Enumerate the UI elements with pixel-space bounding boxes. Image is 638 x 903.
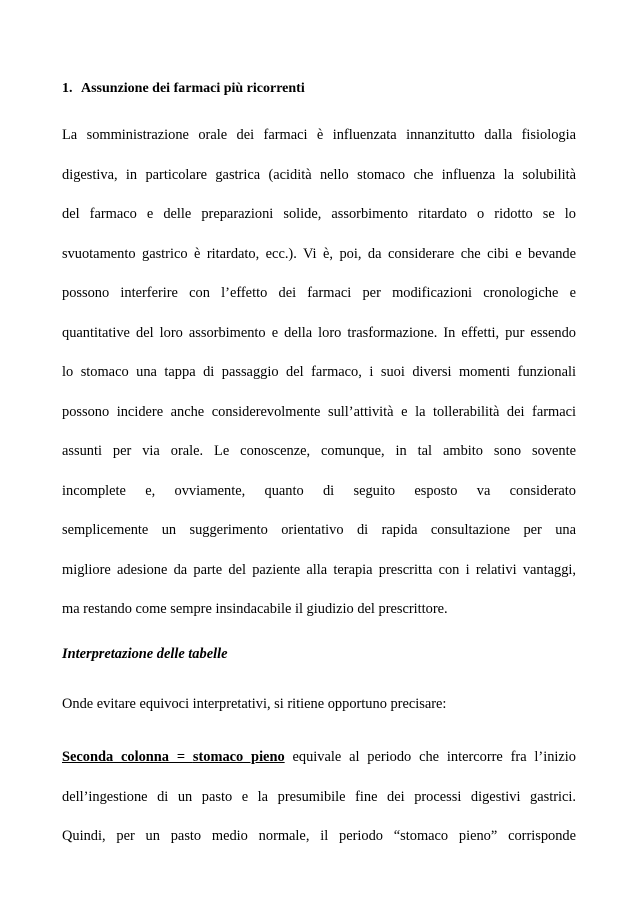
paragraph-line: quantitative del loro assorbimento e della loro trasformazione. In effetti, pur essendo [62,324,576,341]
paragraph-line: assunti per via orale. Le conoscenze, comunque, in tal ambito sono sovente [62,443,576,459]
intro-sentence: Onde evitare equivoci interpretativi, si ritiene opportuno precisare: [62,696,447,712]
definition-text: equivale al periodo che intercorre fra l’inizio [284,749,576,765]
paragraph-line: semplicemente un suggerimento orientativo di rapida consultazione per una [62,522,576,538]
paragraph-line: del farmaco e delle preparazioni solide, assorbimento ritardato o ridotto se lo [62,206,576,222]
definition-paragraph [62,749,576,868]
term-value: stomaco pieno [192,749,285,765]
paragraph-line: ma restando come sempre insindacabile il giudizio del prescrittore. [62,601,448,617]
paragraph-line: La somministrazione orale dei farmaci è influenzata innanzitutto dalla fisiologia [62,127,576,143]
body-paragraph [62,127,576,641]
paragraph-line: possono interferire con l’effetto dei farmaci per modificazioni cronologiche e [62,285,576,301]
paragraph-line: possono incidere anche considerevolmente sull’attività e la tollerabilità dei farmaci [62,403,576,420]
section-title: Assunzione dei farmaci più ricorrenti [81,81,305,96]
subsection-heading: Interpretazione delle tabelle [62,646,228,662]
paragraph-line: digestiva, in particolare gastrica (acidità nello stomaco che influenza la solubilità [62,166,576,183]
section-number: 1. [62,81,73,96]
paragraph-line: Quindi, per un pasto medio normale, il periodo “stomaco pieno” corrisponde [62,828,576,844]
paragraph-line: dell’ingestione di un pasto e la presumibile fine dei processi digestivi gastrici. [62,788,576,805]
paragraph-line: migliore adesione da parte del paziente alla terapia prescritta con i relativi vantaggi, [62,561,576,578]
paragraph-line [62,749,576,765]
equals-sign: = [169,749,193,765]
column-term: Seconda colonna [62,749,169,765]
paragraph-line: lo stomaco una tappa di passaggio del farmaco, i suoi diversi momenti funzionali [62,364,576,380]
section-heading [62,81,582,97]
paragraph-line: incomplete e, ovviamente, quanto di seguito esposto va considerato [62,482,576,499]
paragraph-line: svuotamento gastrico è ritardato, ecc.). Vi è, poi, da considerare che cibi e bevande [62,245,576,262]
